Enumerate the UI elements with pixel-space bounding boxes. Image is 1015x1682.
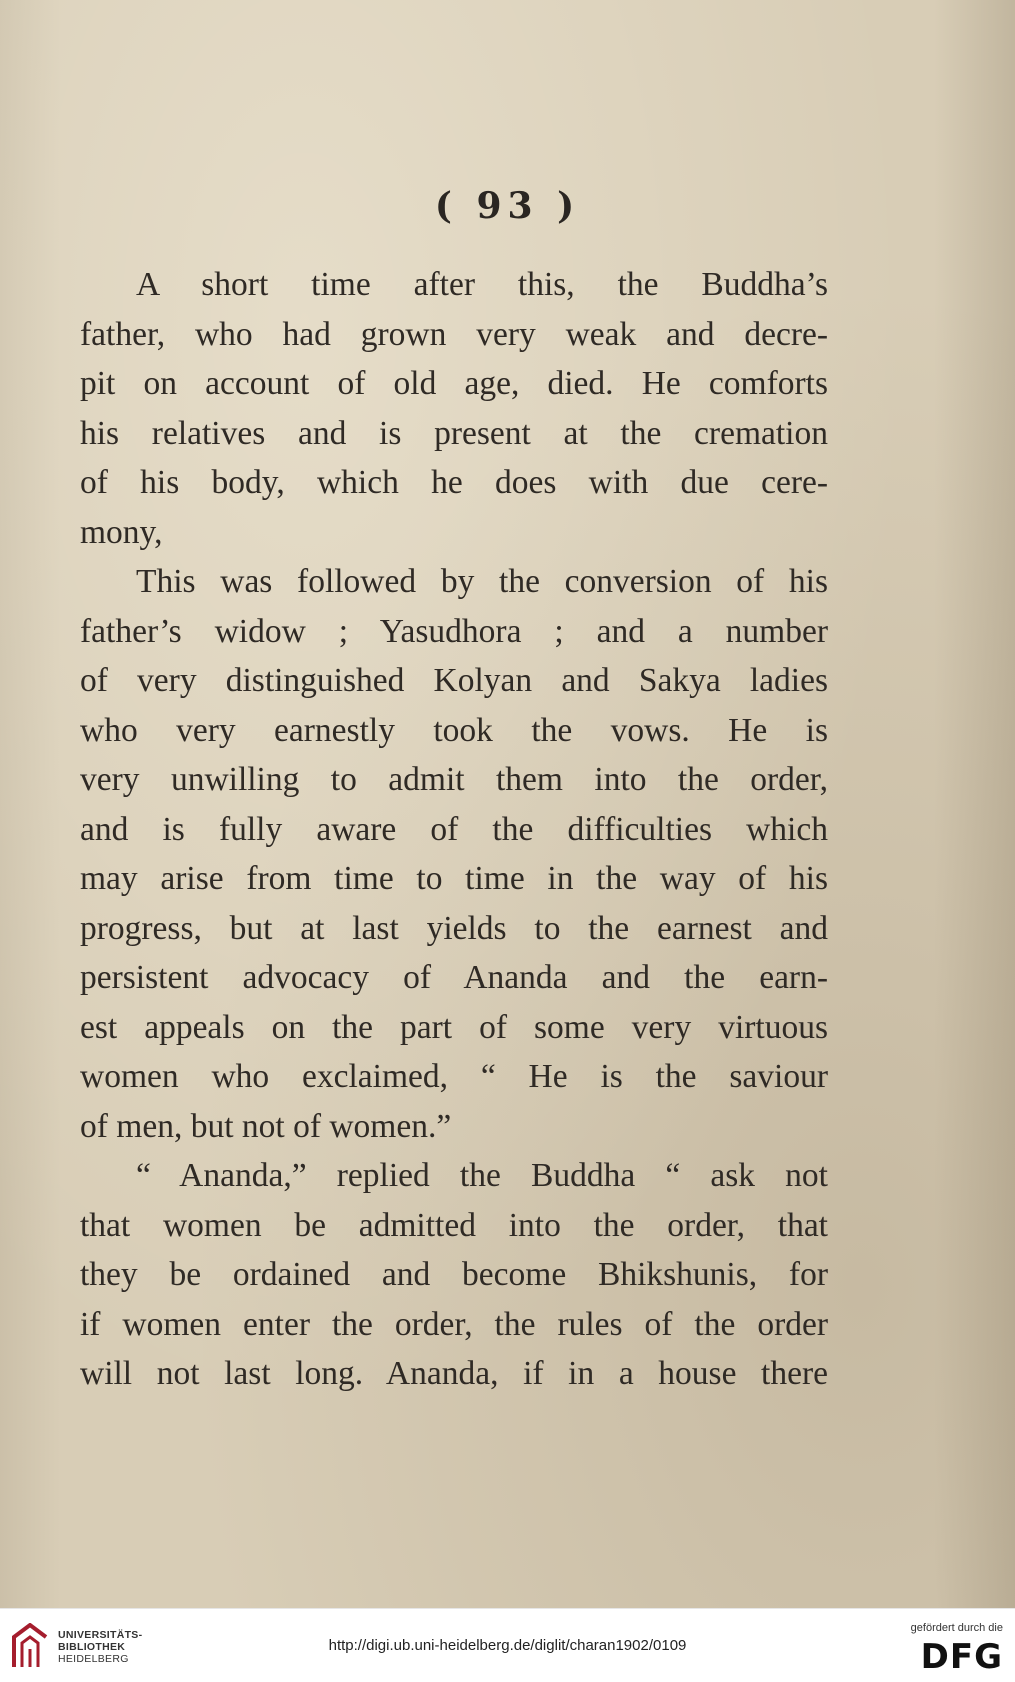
text-line: very unwilling to admit them into the order, (80, 761, 828, 798)
text-line: “ Ananda,” replied the Buddha “ ask not (136, 1157, 828, 1194)
library-name-line-1: UNIVERSITÄTS- (58, 1629, 143, 1641)
text-line: progress, but at last yields to the earnest and (80, 909, 828, 947)
page-number: ( 93 ) (434, 185, 581, 227)
library-name-line-2: BIBLIOTHEK (58, 1641, 126, 1653)
text-line: father’s widow ; Yasudhora ; and a number (80, 612, 828, 650)
text-line: women who exclaimed, “ He is the saviour (80, 1058, 828, 1095)
text-line: and is fully aware of the difficulties which (80, 810, 828, 848)
text-line: father, who had grown very weak and decre- (80, 315, 828, 353)
viewer-footer (0, 1608, 1015, 1682)
text-line: A short time after this, the Buddha’s (136, 266, 828, 303)
text-line: they be ordained and become Bhikshunis, for (80, 1256, 828, 1293)
text-line: pit on account of old age, died. He comforts (80, 365, 828, 402)
funder-label: gefördert durch die (910, 1622, 1003, 1634)
text-line: This was followed by the conversion of his (136, 563, 828, 600)
text-line: est appeals on the part of some very virtuous (80, 1008, 828, 1046)
text-line: of his body, which he does with due cere- (80, 464, 828, 501)
text-line: mony, (80, 513, 163, 551)
text-line: his relatives and is present at the cremation (80, 414, 828, 452)
text-line: that women be admitted into the order, that (80, 1206, 828, 1244)
text-line: will not last long. Ananda, if in a house there (80, 1355, 828, 1392)
permalink-url[interactable]: http://digi.ub.uni-heidelberg.de/diglit/charan1902/0109 (328, 1637, 687, 1654)
text-line: of very distinguished Kolyan and Sakya ladies (80, 662, 828, 699)
text-line: of men, but not of women.” (80, 1107, 452, 1145)
body-text (80, 260, 828, 1399)
text-line: persistent advocacy of Ananda and the earn- (80, 959, 828, 996)
text-line: may arise from time to time in the way of his (80, 860, 828, 897)
library-name-line-3: HEIDELBERG (58, 1653, 129, 1665)
text-line: if women enter the order, the rules of the order (80, 1305, 828, 1343)
dfg-logo[interactable]: DFG (920, 1637, 1003, 1677)
text-line: who very earnestly took the vows. He is (80, 711, 828, 749)
